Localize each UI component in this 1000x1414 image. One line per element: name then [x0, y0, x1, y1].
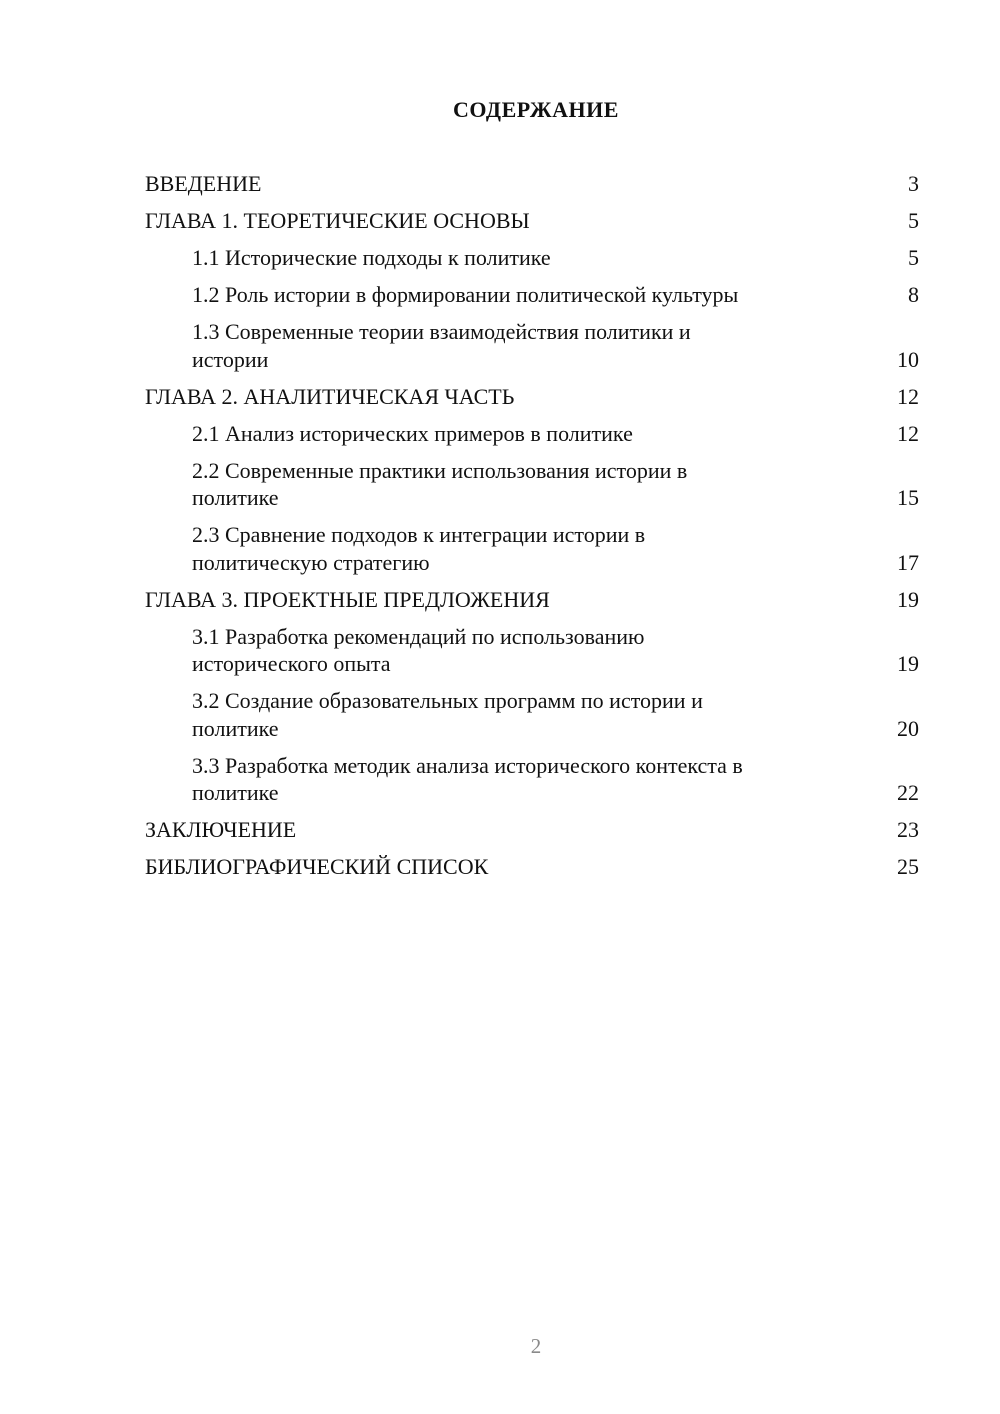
toc-entry-title-line: ГЛАВА 3. ПРОЕКТНЫЕ ПРЕДЛОЖЕНИЯ: [145, 586, 550, 612]
toc-entry-page-number: 20: [897, 715, 919, 741]
toc-entry-title-line: 3.3 Разработка методик анализа исторического контекста в: [192, 752, 743, 778]
toc-entry-title-line: политике: [192, 780, 279, 805]
toc-entry-page-number: 19: [897, 586, 919, 612]
toc-section-entry: [145, 687, 919, 752]
toc-entry-title: [192, 521, 844, 576]
toc-entry-title-line: 1.3 Современные теории взаимодействия политики и: [192, 319, 691, 344]
toc-entry-page-number: 12: [897, 420, 919, 446]
toc-chapter-entry: [145, 816, 919, 853]
page-number: 2: [530, 1334, 542, 1358]
toc-entry-title-line: 1.1 Исторические подходы к политике: [192, 245, 551, 270]
toc-entry-page-number: 17: [897, 549, 919, 575]
toc-entry-title: [192, 457, 844, 512]
toc-entry-page-number: 12: [897, 383, 919, 409]
toc-entry-page-number: 25: [897, 854, 919, 879]
toc-entry-title: [145, 170, 844, 198]
toc-entry-title: [145, 816, 844, 844]
toc-chapter-entry: [145, 170, 919, 207]
toc-entry-title-line: 3.1 Разработка рекомендаций по использованию: [192, 623, 645, 649]
toc-section-entry: [145, 752, 919, 817]
toc-entry-title-line: ГЛАВА 2. АНАЛИТИЧЕСКАЯ ЧАСТЬ: [145, 383, 515, 409]
toc-entry-page-number: 5: [908, 208, 919, 233]
toc-entry-title-line: ЗАКЛЮЧЕНИЕ: [145, 817, 297, 842]
table-of-contents: [145, 170, 919, 890]
toc-entry-title: [192, 318, 844, 373]
toc-entry-title-line: истории: [192, 346, 269, 372]
toc-entry-page-number: 19: [897, 651, 919, 676]
toc-entry-title: [145, 207, 844, 235]
toc-entry-title-line: 2.1 Анализ исторических примеров в политике: [192, 420, 633, 446]
toc-section-entry: [145, 318, 919, 383]
toc-entry-title-line: 3.2 Создание образовательных программ по истории и: [192, 688, 703, 713]
toc-chapter-entry: [145, 383, 919, 420]
toc-section-entry: [145, 457, 919, 522]
toc-entry-title: [192, 281, 844, 309]
toc-entry-page-number: 8: [908, 282, 919, 307]
toc-entry-title-line: БИБЛИОГРАФИЧЕСКИЙ СПИСОК: [145, 854, 489, 879]
toc-entry-title: [145, 383, 844, 411]
toc-entry-title: [192, 244, 844, 272]
toc-entry-page-number: 15: [897, 485, 919, 510]
toc-chapter-entry: [145, 207, 919, 244]
toc-entry-title: [145, 586, 844, 614]
toc-entry-title-line: политике: [192, 485, 279, 510]
toc-chapter-entry: [145, 853, 919, 890]
toc-entry-title-line: ГЛАВА 1. ТЕОРЕТИЧЕСКИЕ ОСНОВЫ: [145, 208, 530, 233]
toc-entry-title-line: 1.2 Роль истории в формировании политической культуры: [192, 282, 739, 307]
toc-section-entry: [145, 420, 919, 457]
toc-section-entry: [145, 623, 919, 688]
toc-entry-title-line: исторического опыта: [192, 651, 391, 676]
toc-entry-title: [145, 853, 844, 881]
toc-section-entry: [145, 244, 919, 281]
toc-entry-title-line: политическую стратегию: [192, 549, 430, 575]
toc-entry-page-number: 3: [908, 171, 919, 196]
toc-entry-title: [192, 420, 844, 448]
toc-entry-page-number: 5: [908, 245, 919, 270]
toc-entry-title-line: 2.2 Современные практики использования истории в: [192, 457, 688, 483]
toc-heading: СОДЕРЖАНИЕ: [453, 97, 619, 122]
toc-entry-title: [192, 687, 844, 742]
toc-entry-title-line: политике: [192, 715, 279, 741]
toc-entry-page-number: 23: [897, 817, 919, 842]
toc-entry-title: [192, 752, 844, 807]
toc-entry-title: [192, 623, 844, 678]
toc-chapter-entry: [145, 586, 919, 623]
toc-entry-title-line: 2.3 Сравнение подходов к интеграции истории в: [192, 522, 646, 547]
toc-section-entry: [145, 521, 919, 586]
toc-entry-title-line: ВВЕДЕНИЕ: [145, 171, 262, 196]
toc-entry-page-number: 22: [897, 780, 919, 805]
toc-entry-page-number: 10: [897, 346, 919, 372]
toc-section-entry: [145, 281, 919, 318]
